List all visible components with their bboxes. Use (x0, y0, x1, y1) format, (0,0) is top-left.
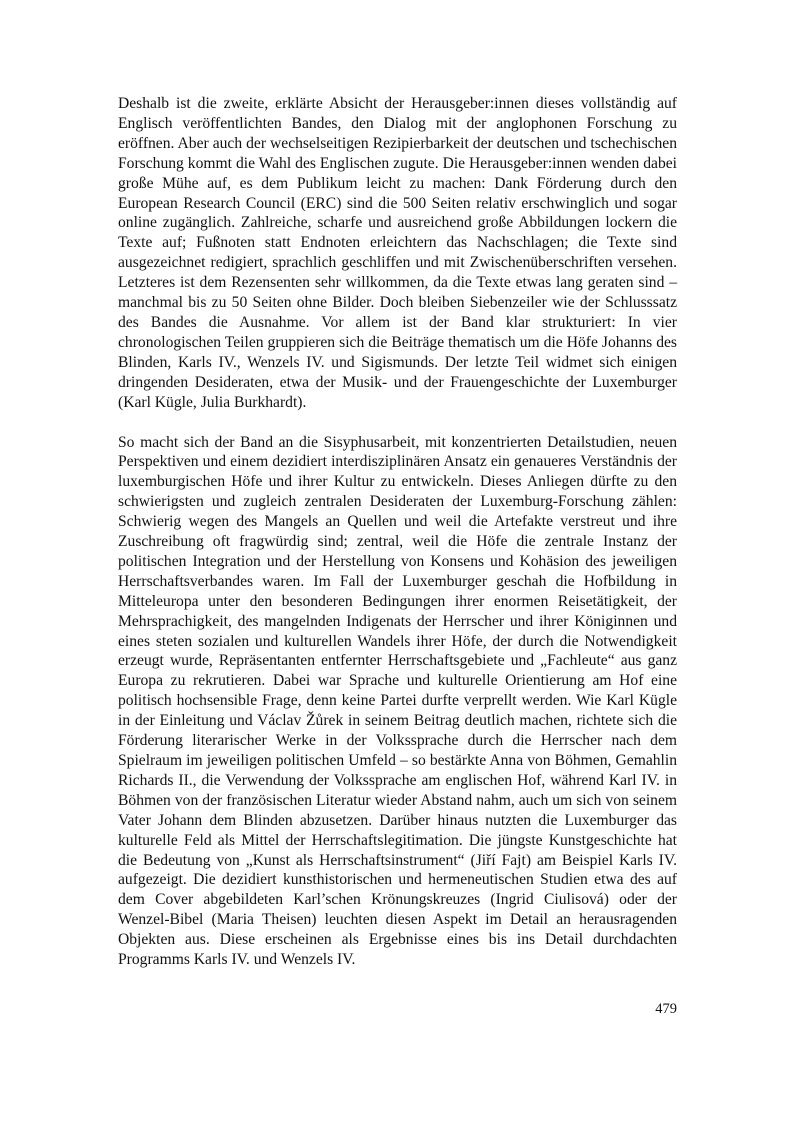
body-paragraph: So macht sich der Band an die Sisyphusarbeit, mit konzentrierten Detailstudien, neuen Perspektiven und einem dezidiert interdisziplinären Ansatz ein genaueres Verständnis der luxemburgischen Höfe und ihrer Kultur zu entwickeln. Dieses Anliegen dürfte zu den schwierigsten und zugleich zentralen Desideraten der Luxemburg-Forschung zählen: Schwierig wegen des Mangels an Quellen und weil die Artefakte verstreut und ihre Zuschreibung oft fragwürdig sind; zentral, weil die Höfe die zentrale Instanz der politischen Integration und der Herstellung von Konsens und Kohäsion des jeweiligen Herrschaftsverbandes waren. Im Fall der Luxemburger geschah die Hofbildung in Mitteleuropa unter den besonderen Bedingungen ihrer enormen Reisetätigkeit, der Mehrsprachigkeit, des mangelnden Indigenats der Herrscher und ihrer Königinnen und eines steten sozialen und kulturellen Wandels ihrer Höfe, der durch die Notwendigkeit erzeugt wurde, Repräsentanten entfernter Herrschaftsgebiete und „Fachleute“ aus ganz Europa zu rekrutieren. Dabei war Sprache und kulturelle Orientierung am Hof eine politisch hochsensible Frage, denn keine Partei durfte verprellt werden. Wie Karl Kügle in der Einleitung und Václav Žůrek in seinem Beitrag deutlich machen, richtete sich die Förderung literarischer Werke in der Volkssprache durch die Herrscher nach dem Spielraum im jeweiligen politischen Umfeld – so bestärkte Anna von Böhmen, Gemahlin Richards II., die Verwendung der Volkssprache am englischen Hof, während Karl IV. in Böhmen von der französischen Literatur wieder Abstand nahm, auch um sich von seinem Vater Johann dem Blinden abzusetzen. Darüber hinaus nutzten die Luxemburger das kulturelle Feld als Mittel der Herrschaftslegitimation. Die jüngste Kunstgeschichte hat die Bedeutung von „Kunst als Herrschaftsinstrument“ (Jiří Fajt) am Beispiel Karls IV. aufgezeigt. Die dezidiert kunsthistorischen und hermeneutischen Studien etwa des auf dem Cover abgebildeten Karl’schen Krönungskreuzes (Ingrid Ciulisová) oder der Wenzel-Bibel (Maria Theisen) leuchten diesen Aspekt im Detail an herausragenden Objekten aus. Diese erscheinen als Ergebnisse eines bis ins Detail durchdachten Programms Karls IV. und Wenzels IV. (118, 433, 677, 969)
document-page (118, 94, 677, 970)
body-paragraph: Deshalb ist die zweite, erklärte Absicht der Herausgeber:innen dieses vollständig auf Englisch veröffentlichten Bandes, den Dialog mit der anglophonen Forschung zu eröffnen. Aber auch der wechselseitigen Rezipierbarkeit der deutschen und tschechischen Forschung kommt die Wahl des Englischen zugute. Die Herausgeber:innen wenden dabei große Mühe auf, es dem Publikum leicht zu machen: Dank Förderung durch den European Research Council (ERC) sind die 500 Seiten relativ erschwinglich und sogar online zugänglich. Zahlreiche, scharfe und ausreichend große Abbildungen lockern die Texte auf; Fußnoten statt Endnoten erleichtern das Nachschlagen; die Texte sind ausgezeichnet redigiert, sprachlich geschliffen und mit Zwischenüberschriften versehen. Letzteres ist dem Rezensenten sehr willkommen, da die Texte etwas lang geraten sind – manchmal bis zu 50 Seiten ohne Bilder. Doch bleiben Siebenzeiler wie der Schlusssatz des Bandes die Ausnahme. Vor allem ist der Band klar strukturiert: In vier chronologischen Teilen gruppieren sich die Beiträge thematisch um die Höfe Johanns des Blinden, Karls IV., Wenzels IV. und Sigismunds. Der letzte Teil widmet sich einigen dringenden Desideraten, etwa der Musik- und der Frauengeschichte der Luxemburger (Karl Kügle, Julia Burkhardt). (118, 95, 677, 411)
page-number: 479 (655, 1001, 677, 1017)
